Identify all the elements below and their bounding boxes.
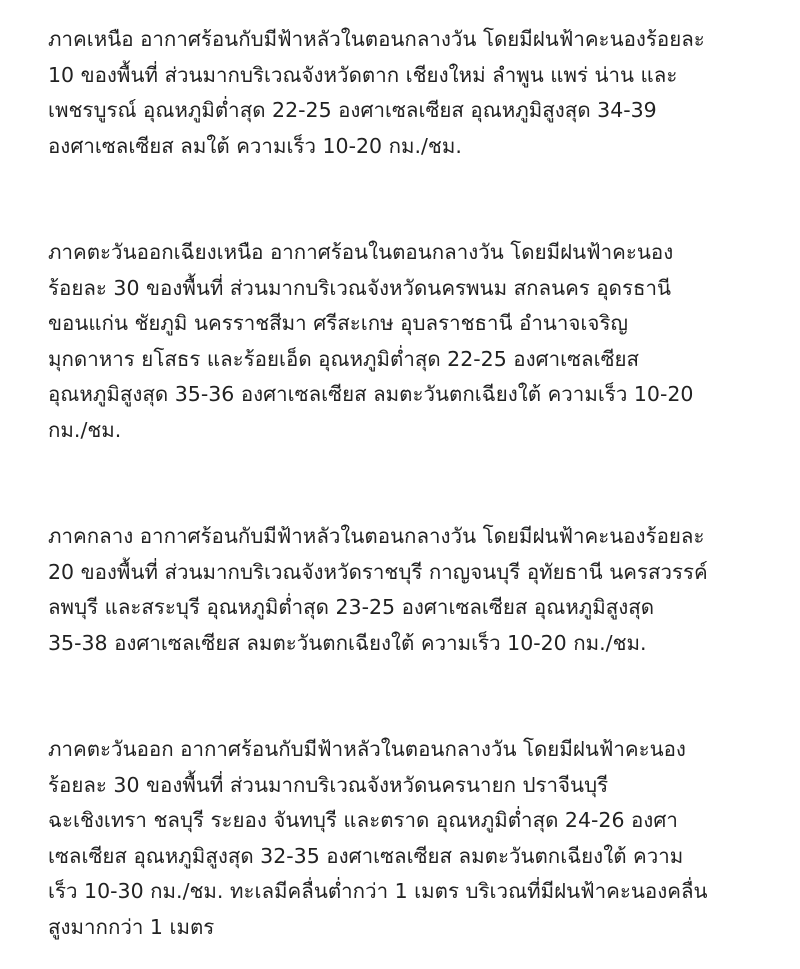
text-line: องศาเซลเซียส ลมใต้ ความเร็ว 10-20 กม./ชม. (48, 133, 462, 158)
forecast-paragraph-north (48, 22, 778, 164)
weather-forecast-article (48, 22, 778, 945)
text-line: อุณหภูมิสูงสุด 35-36 องศาเซลเซียส ลมตะวันตกเฉียงใต้ ความเร็ว 10-20 (48, 382, 694, 406)
forecast-paragraph-central (48, 519, 778, 661)
forecast-paragraph-east (48, 732, 778, 945)
text-line: ขอนแก่น ชัยภูมิ นครราชสีมา ศรีสะเกษ อุบลราชธานี อำนาจเจริญ (48, 311, 628, 335)
text-line: 10 ของพื้นที่ ส่วนมากบริเวณจังหวัดตาก เชียงใหม่ ลำพูน แพร่ น่าน และ (48, 62, 678, 87)
text-line: 35-38 องศาเซลเซียส ลมตะวันตกเฉียงใต้ ความเร็ว 10-20 กม./ชม. (48, 630, 647, 655)
text-line: ฉะเชิงเทรา ชลบุรี ระยอง จันทบุรี และตราด อุณหภูมิต่ำสุด 24-26 องศา (48, 808, 678, 832)
text-line: เร็ว 10-30 กม./ชม. ทะเลมีคลื่นต่ำกว่า 1 เมตร บริเวณที่มีฝนฟ้าคะนองคลื่น (48, 879, 708, 903)
text-line: เพชรบูรณ์ อุณหภูมิต่ำสุด 22-25 องศาเซลเซียส อุณหภูมิสูงสุด 34-39 (48, 98, 657, 122)
forecast-paragraph-northeast (48, 235, 778, 448)
text-line: กม./ชม. (48, 417, 122, 442)
text-line: มุกดาหาร ยโสธร และร้อยเอ็ด อุณหภูมิต่ำสุด 22-25 องศาเซลเซียส (48, 346, 640, 371)
text-line: ภาคเหนือ อากาศร้อนกับมีฟ้าหลัวในตอนกลางวัน โดยมีฝนฟ้าคะนองร้อยละ (48, 27, 705, 51)
text-line: ภาคตะวันออกเฉียงเหนือ อากาศร้อนในตอนกลางวัน โดยมีฝนฟ้าคะนอง (48, 240, 674, 264)
text-line: 20 ของพื้นที่ ส่วนมากบริเวณจังหวัดราชบุรี กาญจนบุรี อุทัยธานี นครสวรรค์ (48, 559, 708, 584)
text-line: ภาคกลาง อากาศร้อนกับมีฟ้าหลัวในตอนกลางวัน โดยมีฝนฟ้าคะนองร้อยละ (48, 524, 705, 548)
text-line: เซลเซียส อุณหภูมิสูงสุด 32-35 องศาเซลเซียส ลมตะวันตกเฉียงใต้ ความ (48, 843, 684, 868)
paragraph-spacer (48, 661, 778, 732)
paragraph-spacer (48, 448, 778, 519)
text-line: สูงมากกว่า 1 เมตร (48, 914, 215, 939)
text-line: ลพบุรี และสระบุรี อุณหภูมิต่ำสุด 23-25 องศาเซลเซียส อุณหภูมิสูงสุด (48, 595, 655, 619)
text-line: ร้อยละ 30 ของพื้นที่ ส่วนมากบริเวณจังหวัดนครนายก ปราจีนบุรี (48, 772, 609, 797)
text-line: ร้อยละ 30 ของพื้นที่ ส่วนมากบริเวณจังหวัดนครพนม สกลนคร อุดรธานี (48, 275, 672, 300)
paragraph-spacer (48, 164, 778, 235)
text-line: ภาคตะวันออก อากาศร้อนกับมีฟ้าหลัวในตอนกลางวัน โดยมีฝนฟ้าคะนอง (48, 737, 686, 761)
